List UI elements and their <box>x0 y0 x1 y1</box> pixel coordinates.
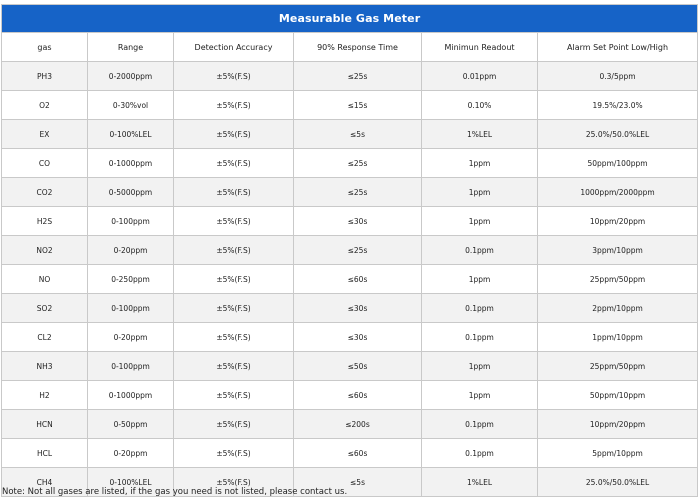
cell-gas: CH4 <box>2 468 88 497</box>
cell-response-time: ≤60s <box>294 439 422 468</box>
cell-alarm: 10ppm/20ppm <box>538 410 698 439</box>
cell-response-time: ≤25s <box>294 178 422 207</box>
cell-range: 0-100ppm <box>88 207 174 236</box>
table-row <box>2 91 698 120</box>
cell-accuracy: ±5%(F.S) <box>174 352 294 381</box>
cell-range: 0-30%vol <box>88 91 174 120</box>
cell-accuracy: ±5%(F.S) <box>174 468 294 497</box>
cell-alarm: 50ppm/10ppm <box>538 381 698 410</box>
table-row <box>2 178 698 207</box>
cell-accuracy: ±5%(F.S) <box>174 410 294 439</box>
cell-gas: PH3 <box>2 62 88 91</box>
table-row <box>2 149 698 178</box>
cell-range: 0-5000ppm <box>88 178 174 207</box>
table-row <box>2 352 698 381</box>
table-row <box>2 236 698 265</box>
table-row <box>2 120 698 149</box>
cell-alarm: 25.0%/50.0%LEL <box>538 120 698 149</box>
cell-accuracy: ±5%(F.S) <box>174 323 294 352</box>
table-row <box>2 294 698 323</box>
cell-readout: 0.01ppm <box>422 62 538 91</box>
cell-range: 0-20ppm <box>88 439 174 468</box>
table-row <box>2 381 698 410</box>
cell-gas: CO2 <box>2 178 88 207</box>
header-alarm-set-point: Alarm Set Point Low/High <box>538 33 698 62</box>
cell-gas: CL2 <box>2 323 88 352</box>
footnote: Note: Not all gases are listed, if the gas you need is not listed, please contact us. <box>2 487 348 497</box>
column-header-row <box>2 33 698 62</box>
cell-alarm: 25ppm/50ppm <box>538 352 698 381</box>
cell-response-time: ≤15s <box>294 91 422 120</box>
cell-response-time: ≤5s <box>294 120 422 149</box>
cell-response-time: ≤5s <box>294 468 422 497</box>
cell-gas: HCL <box>2 439 88 468</box>
cell-readout: 0.1ppm <box>422 410 538 439</box>
cell-accuracy: ±5%(F.S) <box>174 381 294 410</box>
cell-readout: 1%LEL <box>422 468 538 497</box>
cell-response-time: ≤60s <box>294 381 422 410</box>
header-detection-accuracy: Detection Accuracy <box>174 33 294 62</box>
cell-accuracy: ±5%(F.S) <box>174 265 294 294</box>
cell-gas: SO2 <box>2 294 88 323</box>
cell-accuracy: ±5%(F.S) <box>174 62 294 91</box>
cell-range: 0-20ppm <box>88 236 174 265</box>
cell-response-time: ≤30s <box>294 294 422 323</box>
table-title: Measurable Gas Meter <box>2 5 698 33</box>
cell-readout: 0.10% <box>422 91 538 120</box>
gas-meter-table-container <box>1 4 697 497</box>
cell-gas: H2 <box>2 381 88 410</box>
cell-gas: HCN <box>2 410 88 439</box>
table-row <box>2 265 698 294</box>
cell-readout: 0.1ppm <box>422 294 538 323</box>
cell-readout: 1ppm <box>422 265 538 294</box>
cell-gas: CO <box>2 149 88 178</box>
cell-response-time: ≤50s <box>294 352 422 381</box>
cell-readout: 1ppm <box>422 207 538 236</box>
cell-gas: NO <box>2 265 88 294</box>
cell-alarm: 10ppm/20ppm <box>538 207 698 236</box>
cell-response-time: ≤30s <box>294 323 422 352</box>
cell-readout: 0.1ppm <box>422 236 538 265</box>
cell-alarm: 25.0%/50.0%LEL <box>538 468 698 497</box>
table-body <box>2 62 698 497</box>
cell-accuracy: ±5%(F.S) <box>174 178 294 207</box>
cell-alarm: 1ppm/10ppm <box>538 323 698 352</box>
table-row <box>2 439 698 468</box>
cell-accuracy: ±5%(F.S) <box>174 91 294 120</box>
cell-alarm: 50ppm/100ppm <box>538 149 698 178</box>
header-range: Range <box>88 33 174 62</box>
header-response-time: 90% Response Time <box>294 33 422 62</box>
cell-response-time: ≤25s <box>294 149 422 178</box>
cell-response-time: ≤200s <box>294 410 422 439</box>
table-row <box>2 207 698 236</box>
table-row <box>2 323 698 352</box>
cell-response-time: ≤30s <box>294 207 422 236</box>
header-minimum-readout: Minimun Readout <box>422 33 538 62</box>
cell-accuracy: ±5%(F.S) <box>174 294 294 323</box>
cell-gas: H2S <box>2 207 88 236</box>
header-gas: gas <box>2 33 88 62</box>
cell-readout: 1ppm <box>422 381 538 410</box>
cell-response-time: ≤60s <box>294 265 422 294</box>
cell-response-time: ≤25s <box>294 236 422 265</box>
cell-range: 0-100ppm <box>88 352 174 381</box>
cell-accuracy: ±5%(F.S) <box>174 207 294 236</box>
cell-range: 0-100%LEL <box>88 120 174 149</box>
cell-accuracy: ±5%(F.S) <box>174 120 294 149</box>
cell-range: 0-100ppm <box>88 294 174 323</box>
cell-accuracy: ±5%(F.S) <box>174 236 294 265</box>
cell-readout: 0.1ppm <box>422 323 538 352</box>
cell-readout: 1ppm <box>422 149 538 178</box>
cell-gas: O2 <box>2 91 88 120</box>
cell-alarm: 3ppm/10ppm <box>538 236 698 265</box>
cell-range: 0-50ppm <box>88 410 174 439</box>
cell-alarm: 2ppm/10ppm <box>538 294 698 323</box>
cell-gas: NO2 <box>2 236 88 265</box>
cell-alarm: 5ppm/10ppm <box>538 439 698 468</box>
cell-range: 0-1000ppm <box>88 149 174 178</box>
table-row <box>2 410 698 439</box>
cell-alarm: 0.3/5ppm <box>538 62 698 91</box>
cell-range: 0-2000ppm <box>88 62 174 91</box>
cell-range: 0-1000ppm <box>88 381 174 410</box>
cell-alarm: 1000ppm/2000ppm <box>538 178 698 207</box>
cell-accuracy: ±5%(F.S) <box>174 149 294 178</box>
cell-readout: 0.1ppm <box>422 439 538 468</box>
cell-gas: EX <box>2 120 88 149</box>
cell-readout: 1ppm <box>422 352 538 381</box>
cell-range: 0-100%LEL <box>88 468 174 497</box>
cell-range: 0-20ppm <box>88 323 174 352</box>
cell-gas: NH3 <box>2 352 88 381</box>
table-row <box>2 62 698 91</box>
cell-alarm: 25ppm/50ppm <box>538 265 698 294</box>
cell-readout: 1ppm <box>422 178 538 207</box>
cell-accuracy: ±5%(F.S) <box>174 439 294 468</box>
gas-meter-table <box>1 4 698 497</box>
cell-range: 0-250ppm <box>88 265 174 294</box>
cell-response-time: ≤25s <box>294 62 422 91</box>
cell-readout: 1%LEL <box>422 120 538 149</box>
cell-alarm: 19.5%/23.0% <box>538 91 698 120</box>
